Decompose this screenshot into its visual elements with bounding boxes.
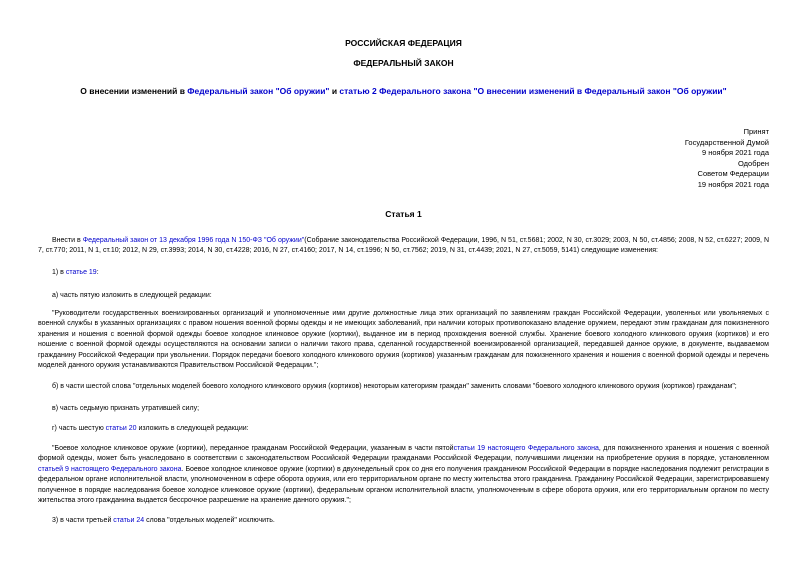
adoption-line: Государственной Думой	[684, 137, 769, 147]
item-3-text-post: слова "отдельных моделей" исключить.	[144, 517, 275, 524]
adoption-line: 19 ноября 2021 года	[697, 179, 769, 189]
country-heading: РОССИЙСКАЯ ФЕДЕРАЦИЯ	[345, 38, 462, 48]
item-3-text: 3) в части третьей	[52, 517, 114, 524]
intro-text-pre: Внести в	[52, 237, 83, 244]
item-1-colon: :	[96, 269, 99, 276]
sub-item-g	[38, 424, 769, 434]
quote-g-text-3: . Боевое холодное клинковое оружие (кортики) в двухнедельный срок со дня его получения гражданином Российской Федерации в порядке наследования подлежит регистрации в федеральном органе исполнительной власти, уполномоченном в сфере оборота оружия, или его территориальном органе по месту жительства этого гражданина. Гражданину Российской Федерации, зарегистрировавшему полученное в порядке наследования боевое холодное клинковое оружие (кортики), федеральным органом исполнительной власти, уполномоченным в сфере оборота оружия, или его территориальным органом по месту жительства этого гражданина выдается бессрочное разрешение на хранение данного оружия.";	[38, 465, 769, 505]
title-text-mid: и	[329, 86, 340, 96]
link-article-24[interactable]: статьи 24	[113, 517, 145, 524]
item-3	[38, 516, 769, 526]
sub-item-a: а) часть пятую изложить в следующей редакции:	[52, 292, 212, 299]
quote-g-text-2: , для пожизненного хранения и ношения с военной формой одежды, может быть унаследовано в соответствии с законодательством Российской Федерации гражданами Российской Федерации, получившими лицензии на приобретение оружия в порядке, установленном	[38, 445, 769, 463]
article-intro	[38, 236, 769, 257]
quote-a: "Руководители государственных военизированных организаций и уполномоченные ими другие должностные лица этих организаций по заявлениям граждан Российской Федерации, уволенных или увольняемых с военной службы в указанных организациях с правом ношения военной формы одежды и не имеющих заболеваний, при наличии которых противопоказано владение оружием, передают этим гражданам для пожизненного хранения и ношения с военной формой одежды боевое холодное клинковое оружие (кортики), выданное им в период прохождения военной службы. Хранение боевого холодного клинкового оружия (кортиков) и его ношение с военной формой одежды осуществляются на основании записи о наличии такого права, сделанной государственной военизированной организацией, передавшей данное оружие, в документе, выдаваемом гражданину Российской Федерации при увольнении. Порядок передачи боевого холодного клинкового оружия (кортиков) указанным гражданам для пожизненного хранения и ношения с военной формой одежды и перечень моделей данного оружия устанавливаются Правительством Российской Федерации.";	[38, 310, 769, 370]
item-1-text: 1) в	[52, 269, 66, 276]
link-article-19-this-law[interactable]: статьи 19 настоящего Федерального закона	[453, 445, 599, 452]
quote-g	[38, 444, 769, 506]
adoption-line: Советом Федерации	[697, 169, 769, 178]
sub-g-text-post: изложить в следующей редакции:	[136, 425, 249, 432]
quote-g-text-1: "Боевое холодное клинковое оружие (кортики), переданное гражданам Российской Федерации, указанным в части пятой	[52, 445, 454, 452]
intro-text-post: (Собрание законодательства Российской Федерации, 1996, N 51, ст.5681; 2002, N 30, ст.3029; 2003, N 50, ст.4856; 2008, N 52, ст.6227; 2009, N 7, ст.770; 2011, N 1, ст.10; 2012, N 29, ст.3993; 2014, N 30, ст.4228; 2016, N 27, ст.4160; 2017, N 14, ст.1996; N 50, ст.7562; 2019, N 31, ст.4439; 2021, N 27, ст.5059, 5141) следующие изменения:	[38, 237, 770, 255]
adoption-line: Принят	[743, 127, 769, 136]
sub-item-v: в) часть седьмую признать утратившей силу;	[52, 405, 200, 412]
law-type-heading: ФЕДЕРАЛЬНЫЙ ЗАКОН	[353, 58, 454, 68]
title-link-weapons-law[interactable]: Федеральный закон "Об оружии"	[187, 86, 330, 96]
link-article-20[interactable]: статьи 20	[105, 425, 137, 432]
adoption-line: Одобрен	[738, 158, 769, 168]
link-article-9-this-law[interactable]: статьей 9 настоящего Федерального закона	[38, 465, 182, 473]
item-1	[38, 268, 769, 278]
link-article-19[interactable]: статье 19	[65, 269, 97, 276]
adoption-line: 9 ноября 2021 года	[701, 148, 769, 157]
title-link-article-2[interactable]: статью 2 Федерального закона "О внесении изменений в Федеральный закон "Об оружии"	[339, 86, 727, 96]
intro-link-weapons-law[interactable]: Федеральный закон от 13 декабря 1996 года N 150-ФЗ "Об оружии"	[82, 237, 305, 244]
article-title: Статья 1	[385, 209, 422, 219]
title-text-pre: О внесении изменений в	[80, 86, 188, 96]
sub-g-text: г) часть шестую	[52, 425, 106, 432]
law-title	[0, 86, 807, 96]
sub-item-b: б) в части шестой слова "отдельных моделей боевого холодного клинкового оружия (кортиков) некоторым категориям граждан" заменить словами "боевого холодного клинкового оружия (кортиков) гражданам";	[52, 383, 737, 390]
adoption-block	[685, 127, 769, 190]
